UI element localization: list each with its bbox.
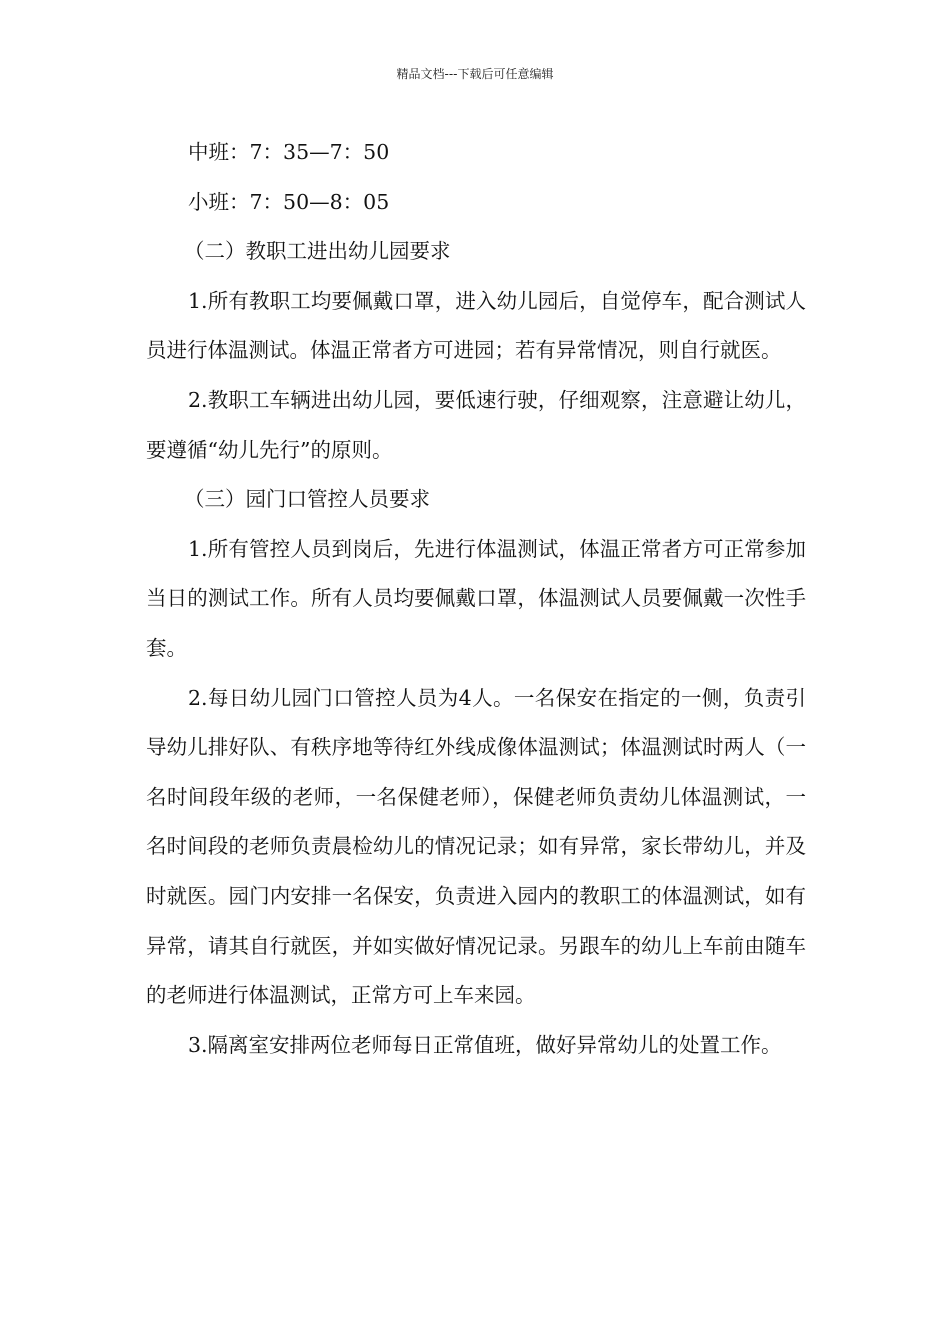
paragraph-middle-class-time: 中班：7：35—7：50	[188, 140, 390, 164]
header-text: 精品文档---下载后可任意编辑	[396, 67, 554, 81]
section-heading-staff-requirements: （二）教职工进出幼儿园要求	[184, 239, 451, 264]
page-header	[0, 64, 950, 84]
paragraph-staff-rule-1: 1.所有教职工均要佩戴口罩，进入幼儿园后，自觉停车，配合测试人员进行体温测试。体温正常者方可进园；若有异常情况，则自行就医。	[146, 288, 806, 363]
paragraph-small-class-time: 小班：7：50—8：05	[188, 189, 390, 214]
paragraph-staff-rule-2: 2.教职工车辆进出幼儿园，要低速行驶，仔细观察，注意避让幼儿，要遵循“幼儿先行”的原则。	[146, 387, 806, 462]
paragraph-gate-rule-3: 3.隔离室安排两位老师每日正常值班，做好异常幼儿的处置工作。	[188, 1032, 782, 1057]
paragraph-gate-rule-2: 2.每日幼儿园门口管控人员为4人。一名保安在指定的一侧，负责引导幼儿排好队、有秩序地等待红外线成像体温测试；体温测试时两人（一名时间段年级的老师，一名保健老师），保健老师负责幼儿体温测试，一名时间段的老师负责晨检幼儿的情况记录；如有异常，家长带幼儿，并及时就医。园门内安排一名保安，负责进入园内的教职工的体温测试，如有异常，请其自行就医，并如实做好情况记录。另跟车的幼儿上车前由随车的老师进行体温测试，正常方可上车来园。	[146, 685, 806, 1008]
section-heading-gate-staff-requirements: （三）园门口管控人员要求	[184, 487, 430, 512]
paragraph-gate-rule-1: 1.所有管控人员到岗后，先进行体温测试，体温正常者方可正常参加当日的测试工作。所有人员均要佩戴口罩，体温测试人员要佩戴一次性手套。	[146, 536, 806, 660]
document-body	[146, 128, 806, 1070]
